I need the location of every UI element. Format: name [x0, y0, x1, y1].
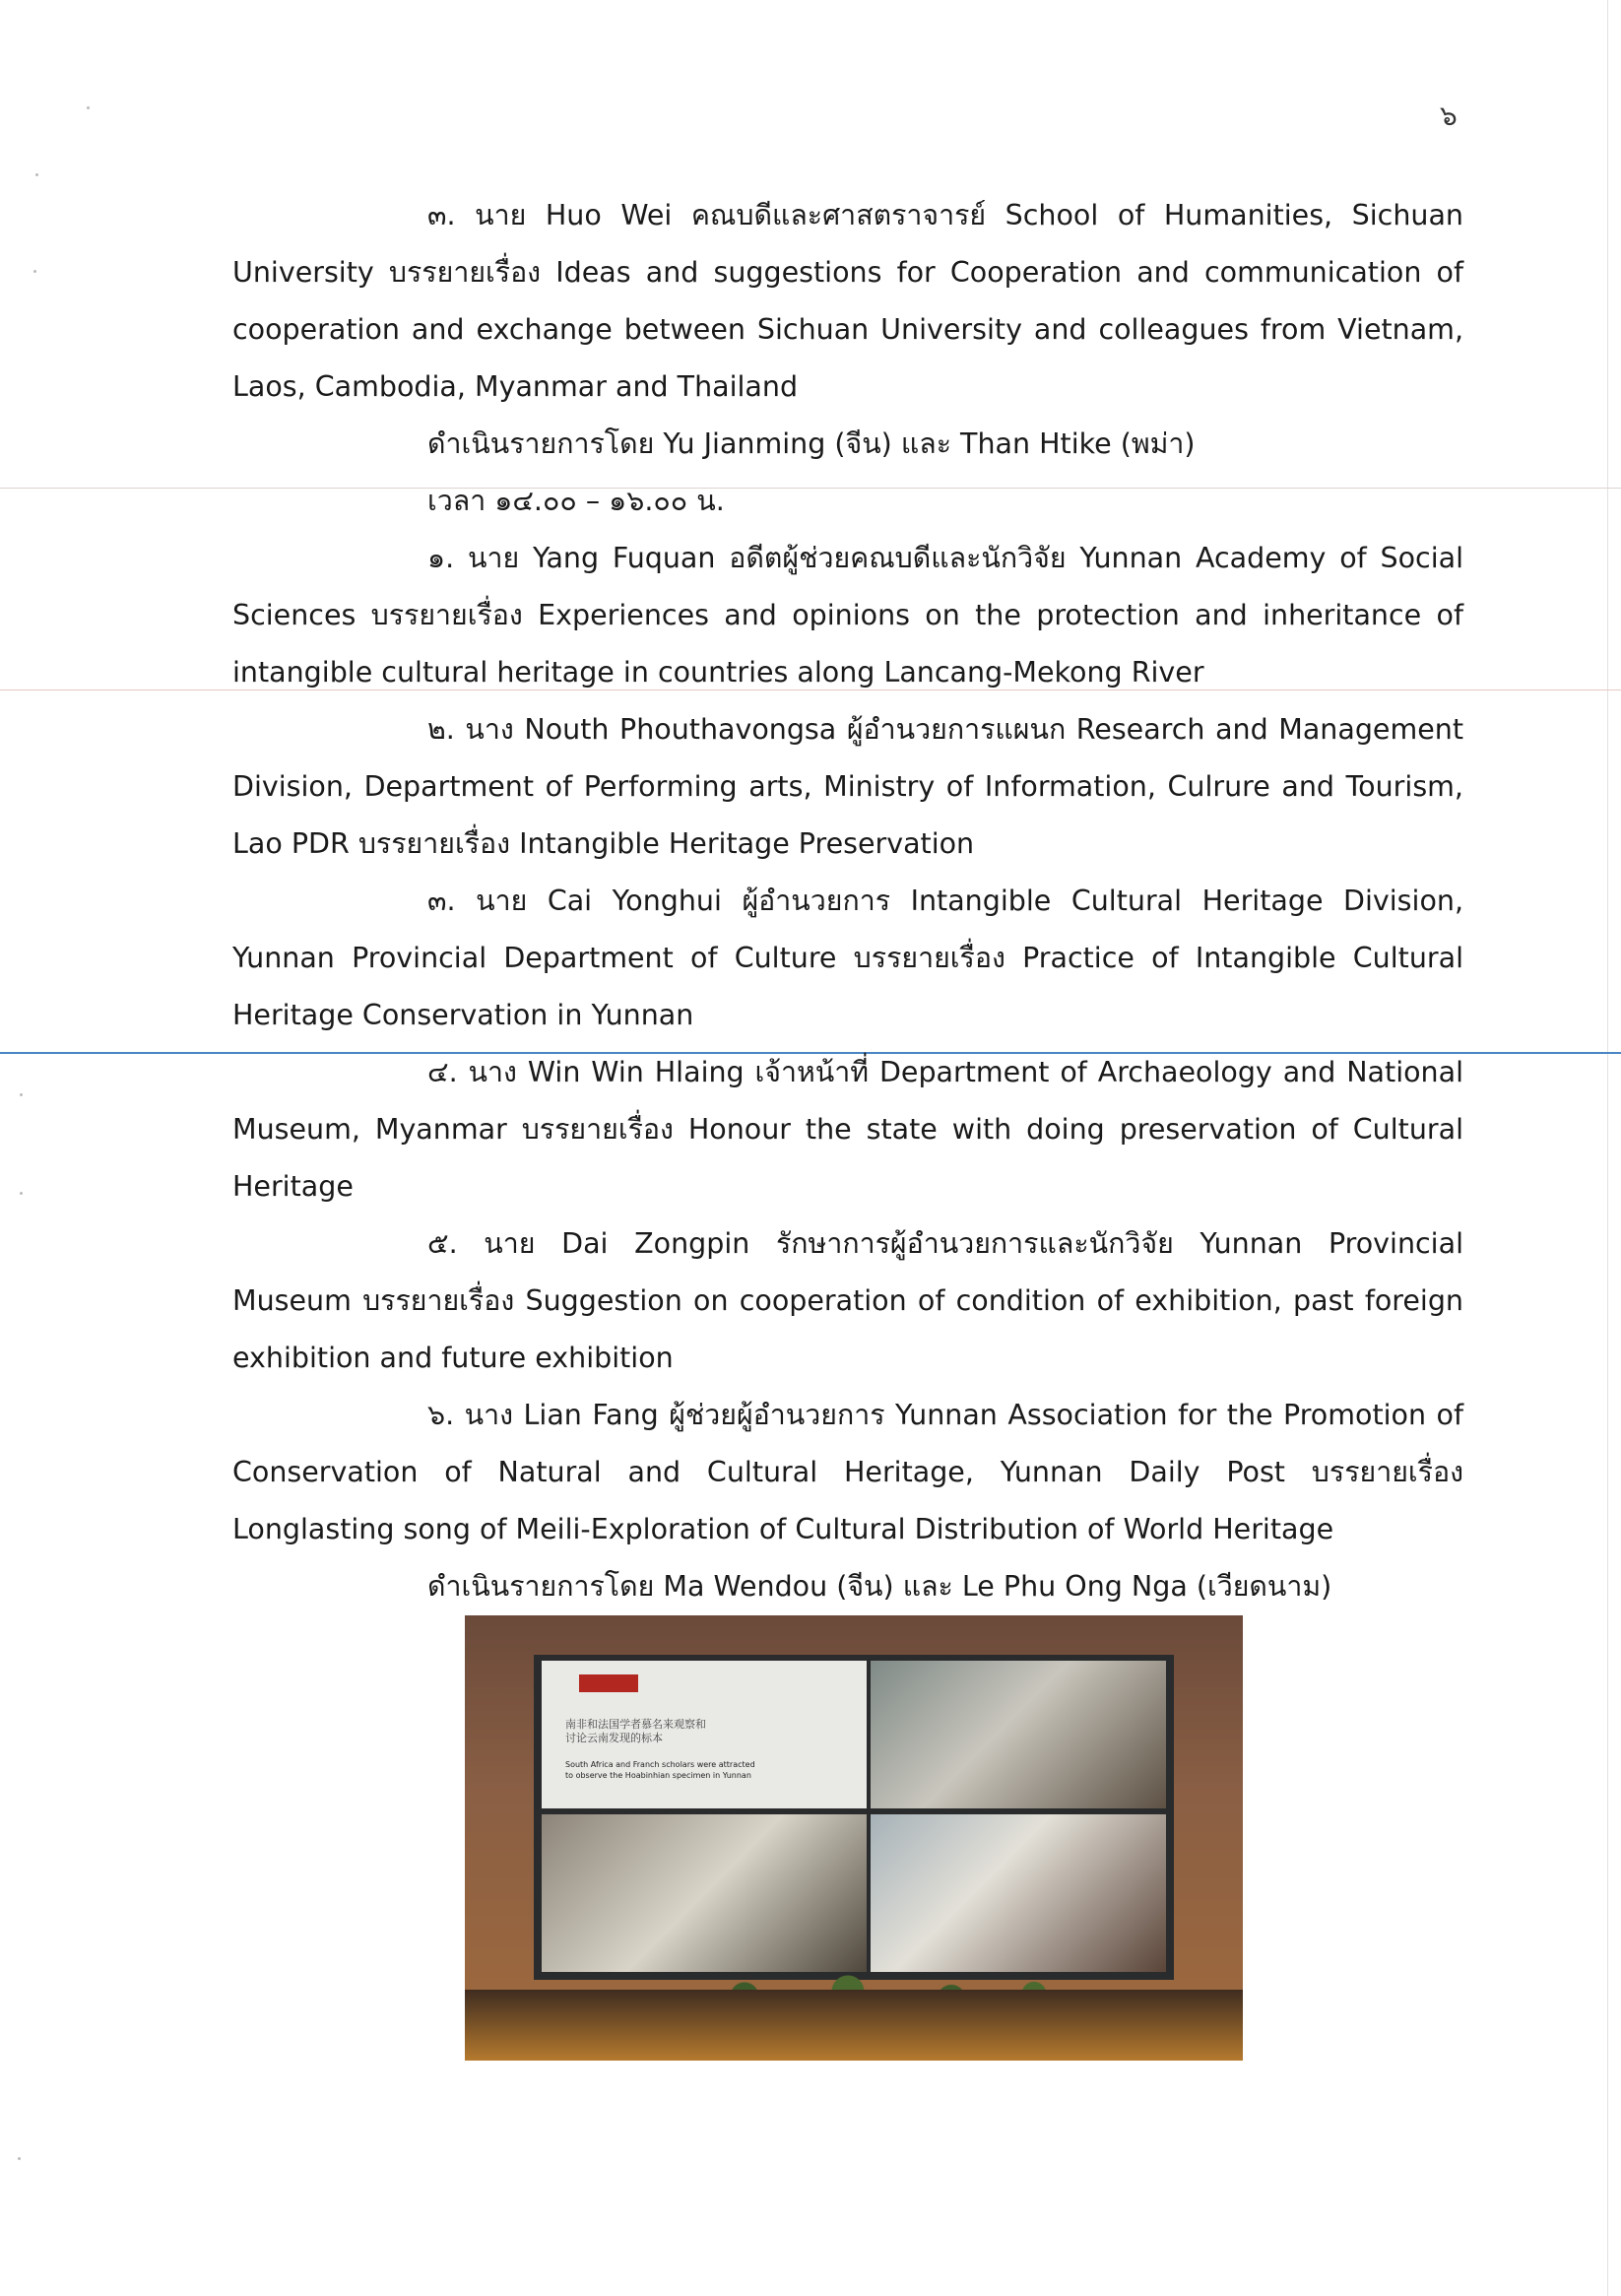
paragraph: ๒. นาง Nouth Phouthavongsa ผู้อำนวยการแผนก Research and Management Division, Department of Performing arts, Ministry of Information, Culrure and Tourism, Lao PDR บรรยายเรื่อง Intangible Heritage Preservation: [232, 713, 1463, 860]
slide-photo: [871, 1661, 1166, 1808]
paragraph: ๓. นาย Cai Yonghui ผู้อำนวยการ Intangible Cultural Heritage Division, Yunnan Provincial Department of Culture บรรยายเรื่อง Practice of Intangible Cultural Heritage Conservation in Yunnan: [232, 885, 1463, 1031]
slide-caption-en: South Africa and Franch scholars were attracted to observe the Hoabinhian specimen in Yunnan: [565, 1760, 755, 1780]
document-body: [232, 187, 1463, 1615]
slide-tag: [579, 1674, 638, 1692]
session-time: เวลา ๑๔.๐๐ – ๑๖.๐๐ น.: [427, 485, 725, 517]
slide-text-panel: [542, 1661, 867, 1808]
scan-speck: [20, 1192, 23, 1195]
stage: [465, 1990, 1243, 2061]
scan-speck: [20, 1093, 23, 1096]
paragraph: ๔. นาง Win Win Hlaing เจ้าหน้าที่ Department of Archaeology and National Museum, Myanmar บรรยายเรื่อง Honour the state with doing preservation of Cultural Heritage: [232, 1056, 1463, 1203]
paragraph: ๑. นาย Yang Fuquan อดีตผู้ช่วยคณบดีและนักวิจัย Yunnan Academy of Social Sciences บรรยายเรื่อง Experiences and opinions on the protection and inheritance of intangible cultural heritage in countries along Lancang-Mekong River: [232, 542, 1463, 689]
slide-photo: [542, 1814, 867, 1972]
moderator-line: ดำเนินรายการโดย Ma Wendou (จีน) และ Le Phu Ong Nga (เวียดนาม): [427, 1570, 1332, 1603]
scan-speck: [18, 2157, 21, 2160]
slide-title-cn: 南非和法国学者慕名来观察和 讨论云南发现的标本: [565, 1718, 706, 1744]
paragraph: ๓. นาย Huo Wei คณบดีและศาสตราจารย์ School of Humanities, Sichuan University บรรยายเรื่อง Ideas and suggestions for Cooperation and communication of cooperation and exchange between Sichuan University and colleagues from Vietnam, Laos, Cambodia, Myanmar and Thailand: [232, 199, 1463, 403]
slide-photo: [871, 1814, 1166, 1972]
moderator-line: ดำเนินรายการโดย Yu Jianming (จีน) และ Than Htike (พม่า): [427, 427, 1196, 460]
page-number: ๖: [1440, 99, 1458, 132]
scan-edge: [1607, 0, 1608, 2296]
scan-speck: [33, 270, 36, 273]
scan-speck: [87, 106, 90, 109]
paragraph: ๕. นาย Dai Zongpin รักษาการผู้อำนวยการและนักวิจัย Yunnan Provincial Museum บรรยายเรื่อง Suggestion on cooperation of condition of exhibition, past foreign exhibition and future exhibition: [232, 1227, 1463, 1374]
projection-screen: [534, 1655, 1174, 1980]
paragraph: ๖. นาง Lian Fang ผู้ช่วยผู้อำนวยการ Yunnan Association for the Promotion of Conservation of Natural and Cultural Heritage, Yunnan Daily Post บรรยายเรื่อง Longlasting song of Meili-Exploration of Cultural Distribution of World Heritage: [232, 1399, 1463, 1545]
scan-speck: [35, 173, 38, 176]
event-photo: [465, 1615, 1243, 2061]
